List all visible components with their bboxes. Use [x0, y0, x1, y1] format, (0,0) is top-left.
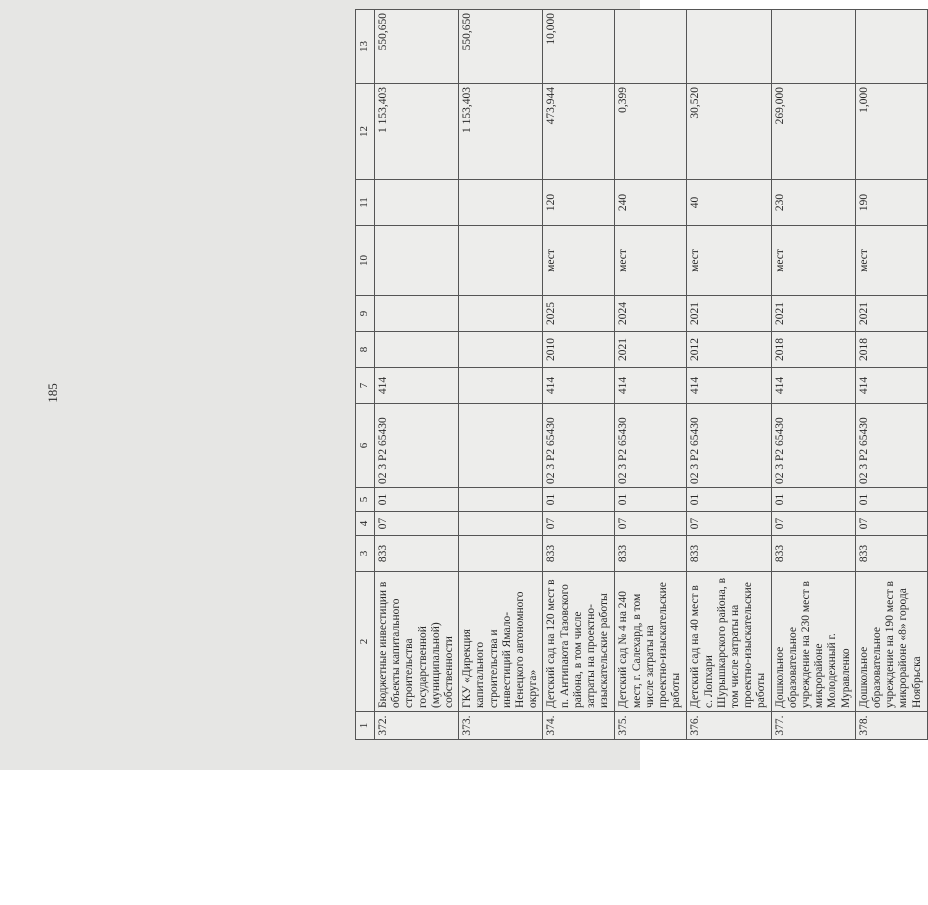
table-cell: 2012: [687, 332, 771, 368]
table-cell: 07: [543, 512, 615, 536]
column-header: 5: [356, 488, 375, 512]
column-header: 13: [356, 10, 375, 84]
table-cell: 414: [375, 368, 459, 404]
header-row: [356, 10, 375, 740]
table-cell: 10,000: [543, 10, 615, 84]
column-header: 3: [356, 536, 375, 572]
table-cell: 240: [615, 180, 687, 226]
table-cell: [375, 296, 459, 332]
page-margin: [0, 770, 640, 905]
table-cell: 2021: [687, 296, 771, 332]
table-cell: [687, 10, 771, 84]
table-cell: 377.: [771, 712, 855, 740]
table-cell: 02 3 Р2 65430: [375, 404, 459, 488]
column-header: 11: [356, 180, 375, 226]
table-cell: 30,520: [687, 84, 771, 180]
table-cell: 07: [855, 512, 927, 536]
table-cell: [771, 10, 855, 84]
table-cell: [459, 404, 543, 488]
table-cell: 833: [687, 536, 771, 572]
table-cell: 414: [771, 368, 855, 404]
table-cell: 40: [687, 180, 771, 226]
table-body: [375, 10, 928, 740]
row-name-cell: Бюджетные инвестиции в объекты капитального строительства государственной (муниципальной) собственности: [375, 572, 459, 712]
table-cell: 1 153,403: [459, 84, 543, 180]
table-cell: 2021: [771, 296, 855, 332]
table-row: [687, 10, 771, 740]
table-cell: 02 3 Р2 65430: [771, 404, 855, 488]
table-row: [855, 10, 927, 740]
table-cell: 373.: [459, 712, 543, 740]
table-cell: [615, 10, 687, 84]
table-cell: 02 3 Р2 65430: [615, 404, 687, 488]
table-cell: [459, 368, 543, 404]
table-cell: 02 3 Р2 65430: [855, 404, 927, 488]
table-cell: 07: [771, 512, 855, 536]
table-cell: 1,000: [855, 84, 927, 180]
table-cell: мест: [615, 226, 687, 296]
table-cell: 2021: [615, 332, 687, 368]
table-cell: 01: [687, 488, 771, 512]
column-header: 6: [356, 404, 375, 488]
table-cell: 2018: [771, 332, 855, 368]
table-cell: 01: [543, 488, 615, 512]
table-row: [375, 10, 459, 740]
row-name-cell: Детский сад на 40 мест в с. Лопхари Шурышкарского района, в том числе затраты на проектно-изыскательские работы: [687, 572, 771, 712]
table-cell: мест: [771, 226, 855, 296]
table-cell: мест: [687, 226, 771, 296]
row-name-cell: ГКУ «Дирекция капитального строительства и инвестиций Ямало-Ненецкого автономного округа»: [459, 572, 543, 712]
table-cell: [459, 332, 543, 368]
table-cell: [375, 332, 459, 368]
table-cell: 550,650: [375, 10, 459, 84]
table-cell: 414: [543, 368, 615, 404]
table-cell: 833: [855, 536, 927, 572]
table-cell: 372.: [375, 712, 459, 740]
table-cell: 374.: [543, 712, 615, 740]
page-number: 185: [45, 383, 60, 403]
table-cell: [459, 488, 543, 512]
table-cell: 07: [375, 512, 459, 536]
table-cell: [375, 180, 459, 226]
table-cell: мест: [543, 226, 615, 296]
table-cell: 375.: [615, 712, 687, 740]
column-header: 8: [356, 332, 375, 368]
table-cell: 230: [771, 180, 855, 226]
row-name-cell: Детский сад № 4 на 240 мест, г. Салехард, в том числе затраты на проектно-изыскательские работы: [615, 572, 687, 712]
table-row: [771, 10, 855, 740]
budget-table: [355, 9, 928, 740]
table-cell: 190: [855, 180, 927, 226]
column-header: 4: [356, 512, 375, 536]
row-name-cell: Детский сад на 120 мест в п. Антипаюта Тазовского района, в том числе затраты на проектно-изыскательские работы: [543, 572, 615, 712]
column-header: 10: [356, 226, 375, 296]
table-cell: [459, 226, 543, 296]
table-cell: [855, 10, 927, 84]
table-cell: 01: [771, 488, 855, 512]
table-cell: 473,944: [543, 84, 615, 180]
table-cell: [459, 296, 543, 332]
table-cell: 02 3 Р2 65430: [543, 404, 615, 488]
table-cell: 550,650: [459, 10, 543, 84]
table-cell: 2010: [543, 332, 615, 368]
table-cell: 378.: [855, 712, 927, 740]
table-cell: 01: [855, 488, 927, 512]
table-cell: [459, 512, 543, 536]
row-name-cell: Дошкольное образовательное учреждение на 190 мест в микрорайоне «8» города Ноябрьска: [855, 572, 927, 712]
table-cell: 833: [615, 536, 687, 572]
table-cell: 2021: [855, 296, 927, 332]
table-cell: 2024: [615, 296, 687, 332]
column-header: 12: [356, 84, 375, 180]
table-cell: 833: [771, 536, 855, 572]
table-cell: 07: [615, 512, 687, 536]
rotated-table-wrapper: [355, 10, 923, 740]
table-cell: [459, 536, 543, 572]
column-header: 9: [356, 296, 375, 332]
table-cell: 2018: [855, 332, 927, 368]
table-row: [615, 10, 687, 740]
table-cell: 833: [375, 536, 459, 572]
table-cell: 1 153,403: [375, 84, 459, 180]
table-cell: 120: [543, 180, 615, 226]
table-cell: [459, 180, 543, 226]
table-row: [543, 10, 615, 740]
table-cell: 07: [687, 512, 771, 536]
table-cell: 0,399: [615, 84, 687, 180]
table-cell: 414: [687, 368, 771, 404]
table-cell: 414: [855, 368, 927, 404]
table-cell: 833: [543, 536, 615, 572]
table-cell: [375, 226, 459, 296]
table-cell: 2025: [543, 296, 615, 332]
table-cell: 414: [615, 368, 687, 404]
table-cell: 02 3 Р2 65430: [687, 404, 771, 488]
table-cell: 01: [615, 488, 687, 512]
column-header: 1: [356, 712, 375, 740]
column-header: 7: [356, 368, 375, 404]
table-row: [459, 10, 543, 740]
table-cell: 01: [375, 488, 459, 512]
column-header: 2: [356, 572, 375, 712]
table-cell: мест: [855, 226, 927, 296]
row-name-cell: Дошкольное образовательное учреждение на 230 мест в микрорайоне Молодежный г. Муравленко: [771, 572, 855, 712]
table-cell: 376.: [687, 712, 771, 740]
table-cell: 269,000: [771, 84, 855, 180]
